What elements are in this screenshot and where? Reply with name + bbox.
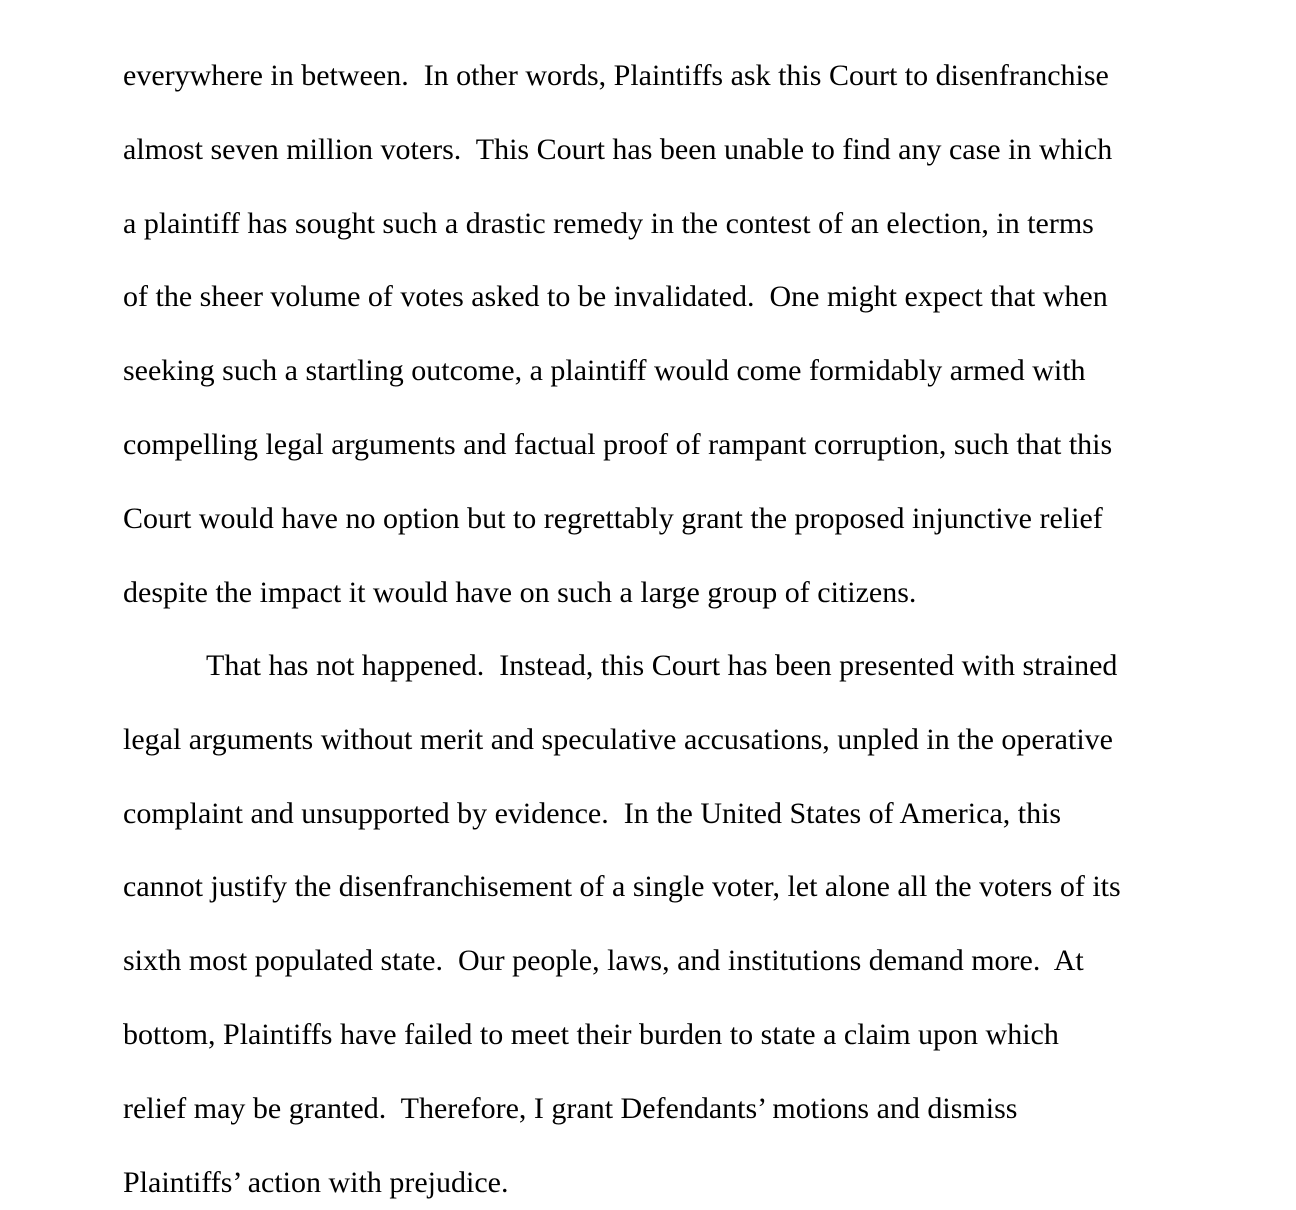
text-line: legal arguments without merit and speculative accusations, unpled in the operative <box>123 723 1113 756</box>
text-line: That has not happened. Instead, this Court has been presented with strained <box>206 649 1118 682</box>
text-line: cannot justify the disenfranchisement of a single voter, let alone all the voters of its <box>123 870 1121 903</box>
text-line: a plaintiff has sought such a drastic remedy in the contest of an election, in terms <box>123 207 1094 240</box>
text-line: sixth most populated state. Our people, laws, and institutions demand more. At <box>123 944 1084 977</box>
text-line: seeking such a startling outcome, a plaintiff would come formidably armed with <box>123 354 1086 387</box>
text-line: despite the impact it would have on such a large group of citizens. <box>123 576 917 609</box>
text-line: Court would have no option but to regrettably grant the proposed injunctive relief <box>123 502 1103 535</box>
text-line: complaint and unsupported by evidence. In the United States of America, this <box>123 797 1062 830</box>
text-line: bottom, Plaintiffs have failed to meet their burden to state a claim upon which <box>123 1018 1059 1051</box>
text-line: Plaintiffs’ action with prejudice. <box>123 1166 509 1199</box>
text-line: of the sheer volume of votes asked to be invalidated. One might expect that when <box>123 280 1108 313</box>
text-line: compelling legal arguments and factual proof of rampant corruption, such that this <box>123 428 1113 461</box>
text-line: almost seven million voters. This Court has been unable to find any case in which <box>123 133 1113 166</box>
text-line: relief may be granted. Therefore, I grant Defendants’ motions and dismiss <box>123 1092 1018 1125</box>
text-line: everywhere in between. In other words, Plaintiffs ask this Court to disenfranchise <box>123 59 1109 92</box>
